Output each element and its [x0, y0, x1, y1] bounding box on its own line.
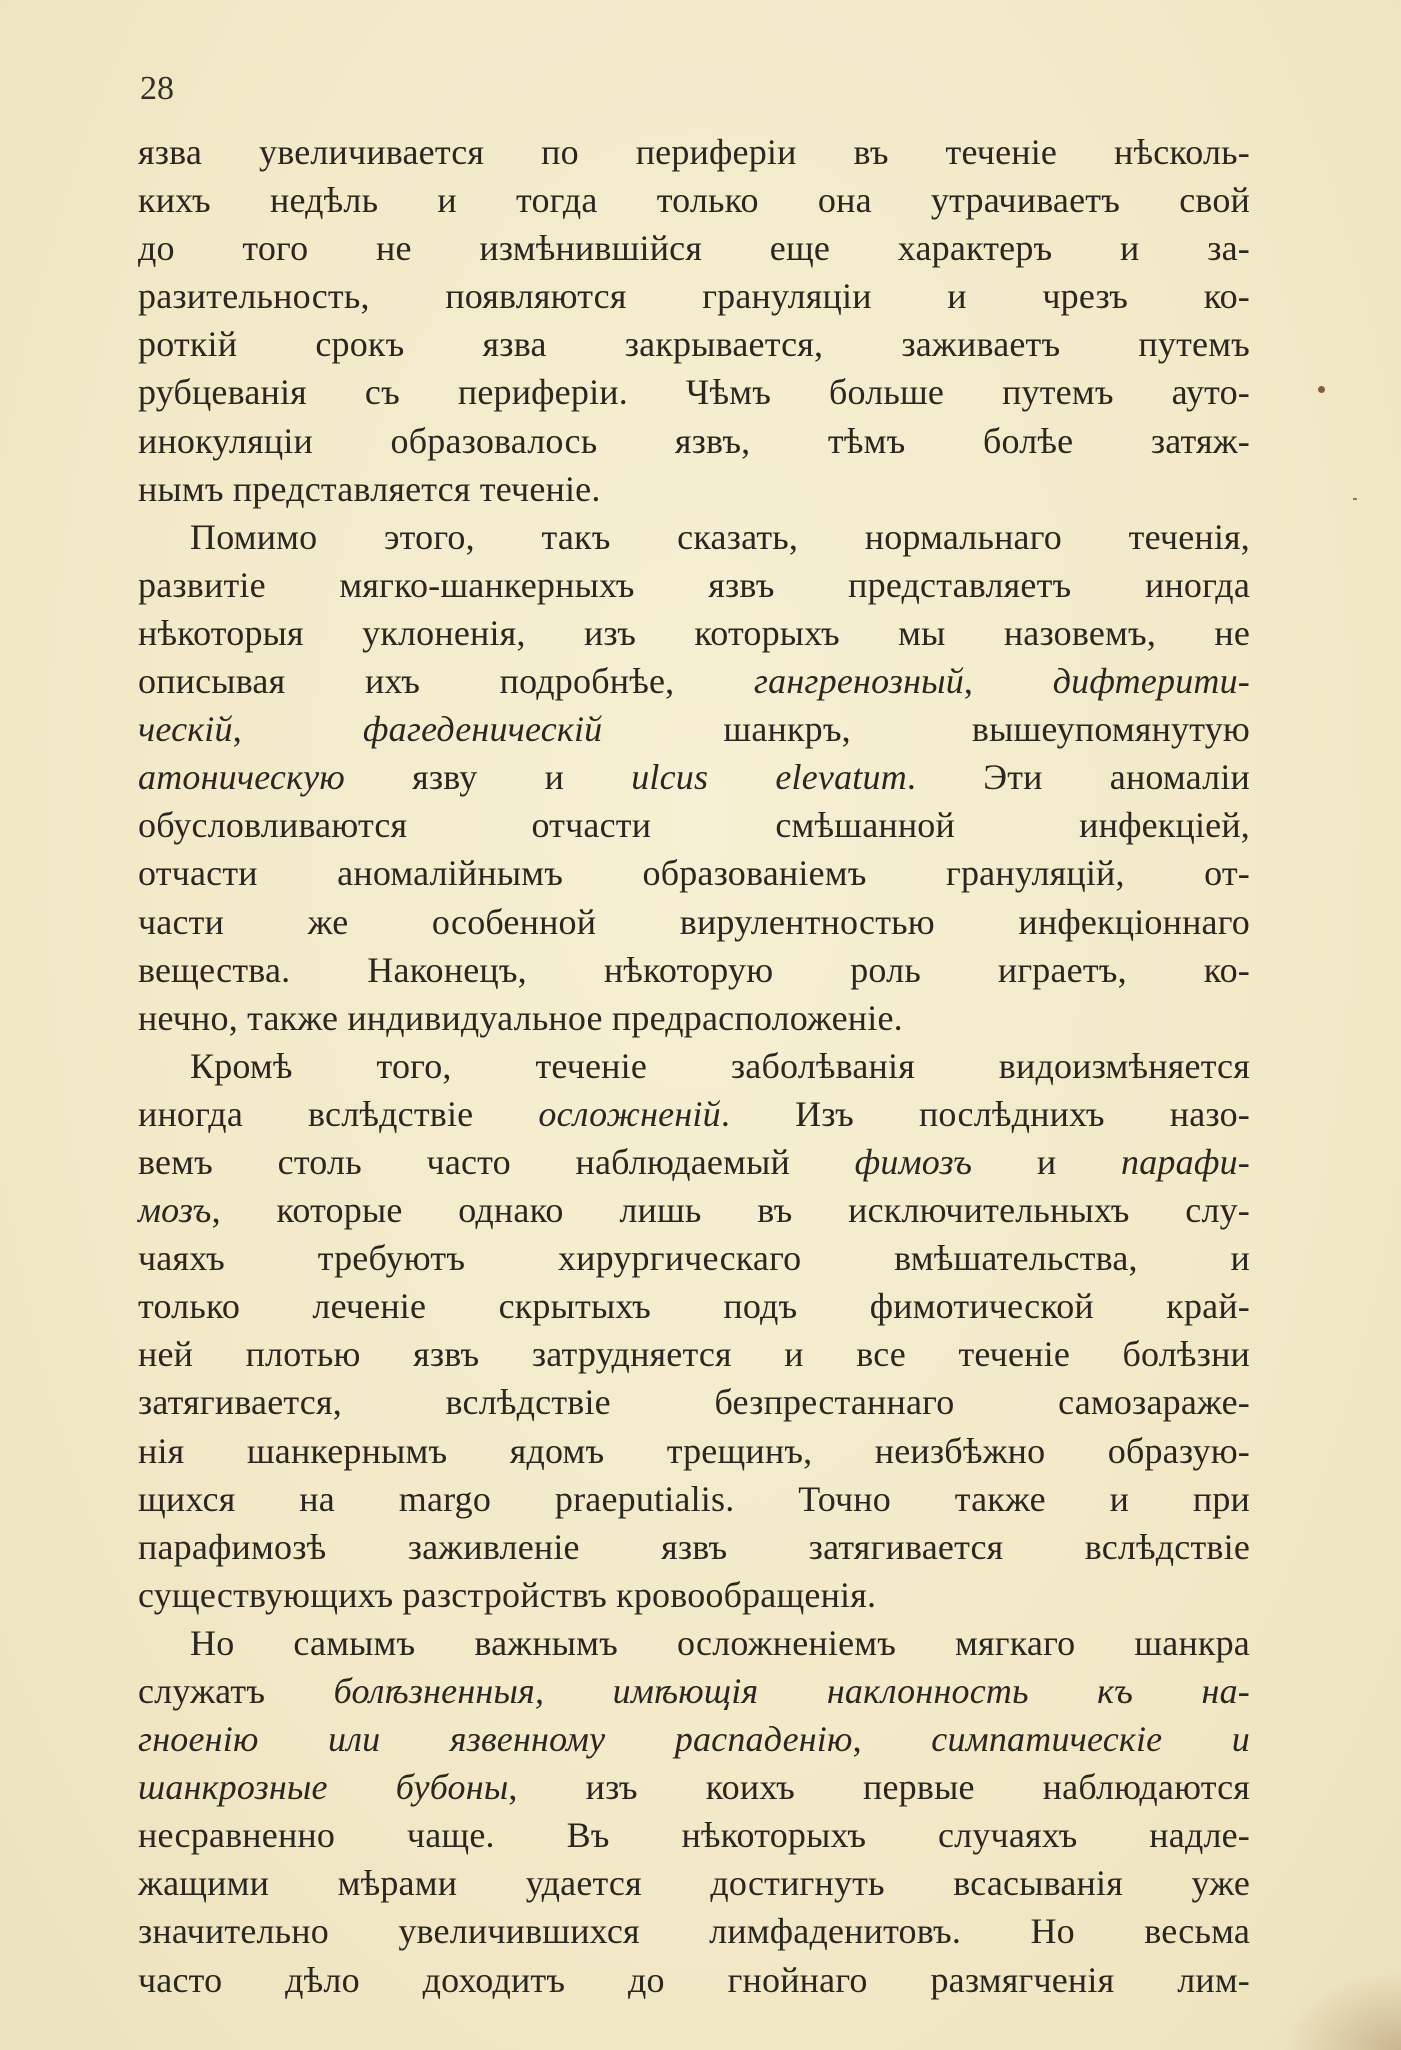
italic-term: ulcus elevatum — [631, 757, 907, 798]
text-segment: язва увеличивается по периферіи въ теченіе нѣсколь- — [138, 132, 1250, 172]
text-line — [138, 1811, 1250, 1859]
text-segment: рубцеванія съ периферіи. Чѣмъ больше путемъ ауто- — [138, 372, 1250, 413]
italic-term: дифтерити- — [1052, 661, 1250, 702]
text-line — [138, 1378, 1250, 1426]
text-segment: , — [852, 1719, 932, 1760]
text-segment: вещества. Наконецъ, нѣкоторую роль играетъ, ко- — [138, 949, 1250, 990]
text-segment: , изъ коихъ первые наблюдаются — [508, 1767, 1251, 1808]
text-line — [138, 1330, 1250, 1378]
text-segment: и — [972, 1141, 1122, 1182]
text-line — [138, 272, 1250, 320]
text-line — [138, 1763, 1250, 1811]
text-line — [138, 1571, 1250, 1619]
text-segment: иногда вслѣдствіе — [138, 1093, 539, 1134]
text-segment: кихъ недѣль и тогда только она утрачиваетъ свой — [138, 180, 1250, 221]
text-line — [138, 1859, 1250, 1907]
text-line — [138, 1042, 1250, 1090]
text-segment: парафимозѣ заживленіе язвъ затягивается вслѣдствіе — [138, 1526, 1250, 1567]
text-segment: несравненно чаще. Въ нѣкоторыхъ случаяхъ надле- — [138, 1815, 1250, 1856]
text-segment: Помимо этого, такъ сказать, нормальнаго теченія, — [190, 516, 1250, 557]
text-segment: существующихъ разстройствъ кровообращенія. — [138, 1574, 877, 1615]
text-segment: вемъ столь часто наблюдаемый — [138, 1141, 855, 1182]
text-line — [138, 801, 1250, 849]
italic-term: гноенію или язвенному распаденію — [138, 1719, 853, 1760]
text-segment: инокуляціи образовалось язвъ, тѣмъ болѣе затяж- — [138, 420, 1250, 461]
text-segment: значительно увеличившихся лимфаденитовъ. Но весьма — [138, 1911, 1250, 1952]
italic-term: болѣзненныя, имѣющія наклонность къ на- — [333, 1671, 1250, 1711]
text-line — [138, 705, 1250, 753]
text-line — [138, 417, 1250, 465]
text-segment: обусловливаются отчасти смѣшанной инфекціей, — [138, 805, 1250, 846]
text-segment: Кромѣ того, теченіе заболѣванія видоизмѣняется — [190, 1045, 1250, 1086]
text-line — [138, 561, 1250, 609]
text-line — [138, 1186, 1250, 1234]
text-segment: язву и — [344, 757, 632, 798]
italic-term: парафи- — [1121, 1141, 1250, 1182]
text-line — [138, 1907, 1250, 1955]
text-line — [138, 1282, 1250, 1330]
paper-speck — [1318, 386, 1325, 393]
page-edge-shadow — [1281, 1970, 1401, 2050]
text-segment: , — [963, 661, 1053, 702]
text-line — [138, 849, 1250, 897]
text-segment: только леченіе скрытыхъ подъ фимотической край- — [138, 1286, 1250, 1327]
text-segment: роткій срокъ язва закрывается, заживаетъ путемъ — [138, 324, 1250, 365]
text-segment: описывая ихъ подробнѣе, — [138, 661, 754, 702]
text-segment: шанкръ, вышеупомянутую — [602, 709, 1250, 750]
text-line — [138, 1138, 1250, 1186]
text-line — [138, 1427, 1250, 1475]
text-segment: щихся на margo praeputialis. Точно также и при — [138, 1478, 1250, 1519]
text-segment: , которые однако лишь въ исключительныхъ слу- — [211, 1190, 1250, 1231]
text-line — [138, 320, 1250, 368]
text-line — [138, 1090, 1250, 1138]
text-segment: нѣкоторыя уклоненія, изъ которыхъ мы назовемъ, не — [138, 612, 1250, 653]
italic-term: шанкрозные бубоны — [138, 1767, 509, 1808]
italic-term: фимозъ — [854, 1141, 973, 1182]
italic-term: осложненій — [538, 1093, 721, 1134]
italic-term: ческій — [138, 709, 233, 750]
text-segment: развитіе мягко-шанкерныхъ язвъ представляетъ иногда — [138, 564, 1250, 605]
text-segment: ней плотью язвъ затрудняется и все теченіе болѣзни — [138, 1334, 1250, 1375]
text-line — [138, 1619, 1250, 1667]
text-segment: части же особенной вирулентностью инфекціоннаго — [138, 901, 1250, 942]
text-segment: до того не измѣнившійся еще характеръ и за- — [138, 228, 1250, 269]
text-line — [138, 1715, 1250, 1763]
text-line — [138, 465, 1250, 513]
body-text — [138, 128, 1250, 2004]
text-segment: нія шанкернымъ ядомъ трещинъ, неизбѣжно образую- — [138, 1430, 1250, 1471]
paper-speck-small — [1353, 498, 1357, 500]
italic-term: симпатическіе и — [931, 1719, 1251, 1760]
text-line — [138, 1523, 1250, 1571]
text-line — [138, 657, 1250, 705]
page-number: 28 — [140, 70, 174, 107]
text-line — [138, 368, 1250, 416]
text-line — [138, 1956, 1250, 2004]
italic-term: гангренозный — [753, 661, 964, 702]
text-segment: часто дѣло доходитъ до гнойнаго размягченія лим- — [138, 1959, 1250, 2000]
italic-term: фагеденическій — [362, 709, 603, 750]
text-line — [138, 224, 1250, 272]
text-segment: жащими мѣрами удается достигнуть всасыванія уже — [138, 1863, 1250, 1904]
text-segment: . Эти аномаліи — [906, 757, 1250, 798]
text-segment: , — [232, 709, 363, 750]
text-segment: затягивается, вслѣдствіе безпрестаннаго самозараже- — [138, 1382, 1250, 1423]
text-segment: чаяхъ требуютъ хирургическаго вмѣшательства, и — [138, 1238, 1250, 1279]
italic-term: атоническую — [138, 757, 345, 798]
text-line — [138, 1667, 1250, 1715]
text-line — [138, 128, 1250, 176]
text-line — [138, 1475, 1250, 1523]
text-line — [138, 898, 1250, 946]
text-line — [138, 609, 1250, 657]
italic-term: мозъ — [138, 1190, 212, 1231]
text-line — [138, 176, 1250, 224]
text-segment: нечно, также индивидуальное предрасположеніе. — [138, 997, 903, 1038]
text-line — [138, 994, 1250, 1042]
text-segment: . Изъ послѣднихъ назо- — [720, 1093, 1250, 1134]
text-segment: служатъ — [138, 1671, 334, 1711]
text-segment: разительность, появляются грануляціи и чрезъ ко- — [138, 276, 1250, 317]
text-line — [138, 753, 1250, 801]
text-segment: Но самымъ важнымъ осложненіемъ мягкаго шанкра — [190, 1622, 1250, 1663]
text-line — [138, 513, 1250, 561]
text-line — [138, 1234, 1250, 1282]
text-line — [138, 946, 1250, 994]
text-segment: нымъ представляется теченіе. — [138, 468, 601, 509]
text-segment: отчасти аномалійнымъ образованіемъ грануляцій, от- — [138, 853, 1250, 894]
